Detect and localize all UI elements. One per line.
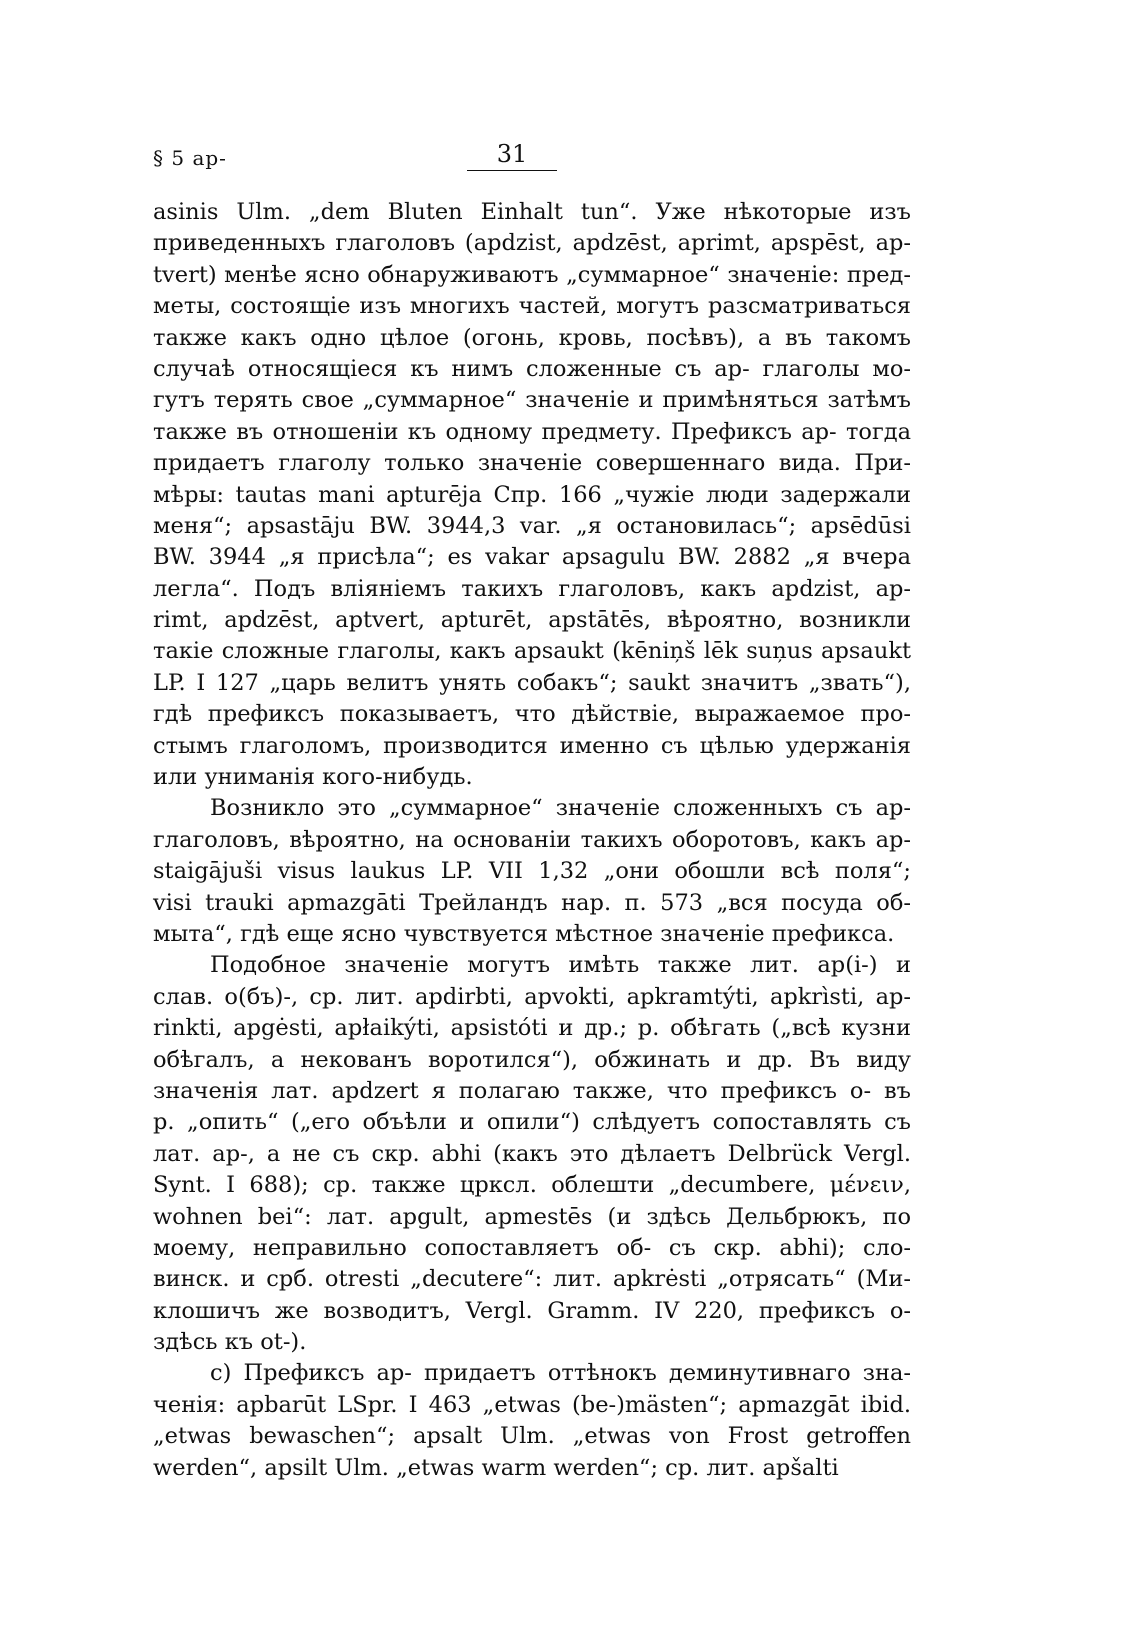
text-line: мыта“, гдѣ еще ясно чувствуется мѣстное значеніе префикса. xyxy=(153,920,895,947)
page-number: 31 xyxy=(467,140,557,171)
running-head xyxy=(153,140,911,180)
text-line: также какъ одно цѣлое (огонь, кровь, посѣвъ), а въ такомъ xyxy=(153,324,911,351)
text-line: лат. ар-, а не съ скр. abhi (какъ это дѣлаетъ Delbrück Vergl. xyxy=(153,1140,911,1167)
text-line: ченія: apbarūt LSpr. I 463 „etwas (be-)mästen“; apmazgāt ibid. xyxy=(153,1391,911,1418)
paragraph xyxy=(153,793,911,950)
text-line: такіе сложные глаголы, какъ apsaukt (kēniņš lēk suņus apsaukt xyxy=(153,638,911,665)
text-line: мѣры: tautas mani apturēja Спр. 166 „чужіе люди задержали xyxy=(153,481,911,508)
section-marker: § 5 ap- xyxy=(153,146,227,170)
text-line: меты, состоящіе изъ многихъ частей, могутъ разсматриваться xyxy=(153,293,911,320)
text-line: c) Префиксъ ар- придаетъ оттѣнокъ деминутивнаго зна- xyxy=(210,1360,911,1387)
text-line: клошичъ же возводитъ, Vergl. Gramm. IV 220, префиксъ о- xyxy=(153,1297,911,1324)
body-text xyxy=(153,197,911,1484)
text-line: „etwas bewaschen“; apsalt Ulm. „etwas von Frost getroffen xyxy=(153,1423,911,1450)
paragraph xyxy=(153,197,911,793)
text-line: случаѣ относящіеся къ нимъ сложенные съ ар- глаголы мо- xyxy=(153,355,911,382)
text-line: Возникло это „суммарное“ значеніе сложенныхъ съ ар- xyxy=(210,795,911,822)
text-line: rimt, apdzēst, aptvert, apturēt, apstātēs, вѣроятно, возникли xyxy=(153,607,911,634)
text-line: глаголовъ, вѣроятно, на основаніи такихъ оборотовъ, какъ ар- xyxy=(153,826,911,853)
text-line: гдѣ префиксъ показываетъ, что дѣйствіе, выражаемое про- xyxy=(153,701,911,728)
text-line: tvert) менѣе ясно обнаруживаютъ „суммарное“ значеніе: пред- xyxy=(153,261,911,288)
text-line: staigājuši visus laukus LP. VII 1,32 „они обошли всѣ поля“; xyxy=(153,858,911,885)
text-line: Synt. I 688); ср. также црксл. облешти „decumbere, μένειν, xyxy=(153,1172,911,1199)
text-line: Подобное значеніе могутъ имѣть также лит. ap(i-) и xyxy=(210,952,911,979)
text-line: werden“, apsilt Ulm. „etwas warm werden“; ср. лит. apšalti xyxy=(153,1454,839,1481)
text-line: wohnen bei“: лат. apgult, apmestēs (и здѣсь Дельбрюкъ, по xyxy=(153,1203,911,1230)
text-line: слав. о(бъ)-, ср. лит. apdirbti, apvokti, apkramtýti, apkrìsti, ap- xyxy=(153,983,911,1010)
text-line: легла“. Подъ вліяніемъ такихъ глаголовъ, какъ apdzist, ap- xyxy=(153,575,911,602)
text-line: обѣгалъ, а некованъ воротился“), обжинать и др. Въ виду xyxy=(153,1046,911,1073)
text-line: стымъ глаголомъ, производится именно съ цѣлью удержанія xyxy=(153,732,911,759)
text-line: р. „опить“ („его объѣли и опили“) слѣдуетъ сопоставлять съ xyxy=(153,1109,911,1136)
text-line: здѣсь къ ot-). xyxy=(153,1329,307,1356)
text-line: или униманія кого-нибудь. xyxy=(153,764,473,791)
text-line: BW. 3944 „я присѣла“; es vakar apsagulu BW. 2882 „я вчера xyxy=(153,544,911,571)
text-line: LP. I 127 „царь велитъ унять собакъ“; saukt значитъ „звать“), xyxy=(153,669,911,696)
text-line: значенія лат. apdzert я полагаю также, что префиксъ о- въ xyxy=(153,1077,911,1104)
text-line: придаетъ глаголу только значеніе совершеннаго вида. При- xyxy=(153,450,911,477)
text-line: меня“; apsastāju BW. 3944,3 var. „я остановилась“; apsēdūsi xyxy=(153,512,911,539)
paragraph xyxy=(153,1358,911,1484)
text-line: rinkti, apgėsti, apłaikýti, apsistóti и др.; р. обѣгать („всѣ кузни xyxy=(153,1015,911,1042)
text-line: гутъ терять свое „суммарное“ значеніе и примѣняться затѣмъ xyxy=(153,387,911,414)
paragraph xyxy=(153,950,911,1358)
text-line: приведенныхъ глаголовъ (apdzist, apdzēst, aprimt, apspēst, ap- xyxy=(153,230,911,257)
text-line: asinis Ulm. „dem Bluten Einhalt tun“. Уже нѣкоторые изъ xyxy=(153,199,911,225)
text-line: винск. и срб. otresti „decutere“: лит. apkrėsti „отрясать“ (Ми- xyxy=(153,1266,911,1293)
text-line: моему, неправильно сопоставляетъ об- съ скр. abhi); сло- xyxy=(153,1234,911,1261)
text-line: visi trauki apmazgāti Трейландъ нар. п. 573 „вся посуда об- xyxy=(153,889,911,916)
text-line: также въ отношеніи къ одному предмету. Префиксъ ар- тогда xyxy=(153,418,911,445)
